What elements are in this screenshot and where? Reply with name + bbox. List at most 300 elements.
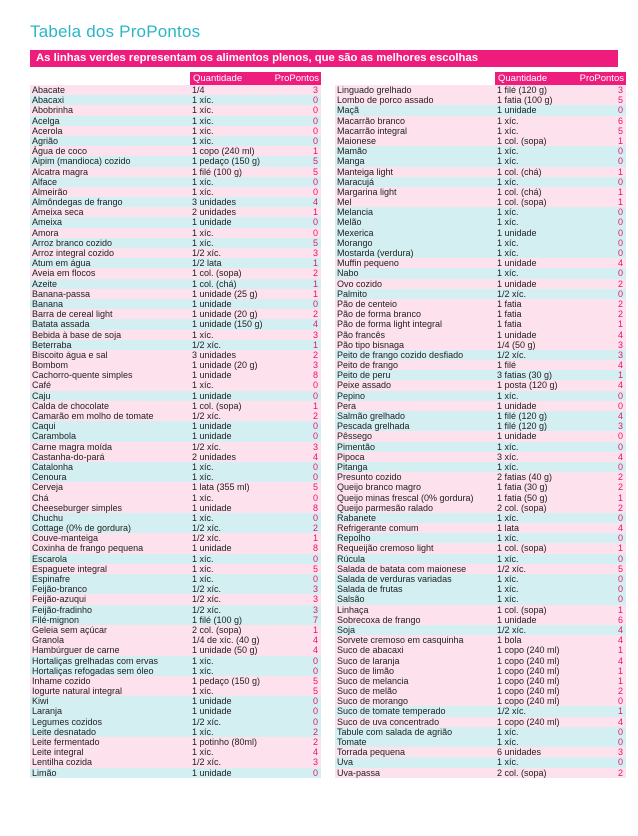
food-points: 2 <box>617 278 623 289</box>
food-name: Cerveja <box>32 482 64 493</box>
food-name: Sorvete cremoso em casquinha <box>337 635 464 646</box>
food-quantity: 1/2 xíc. <box>192 533 222 544</box>
table-row <box>30 696 321 706</box>
food-name: Uva <box>337 757 354 768</box>
table-row <box>335 757 626 767</box>
food-quantity: 1 posta (120 g) <box>497 380 558 391</box>
food-points: 0 <box>617 207 623 218</box>
table-row <box>335 717 626 727</box>
food-points: 0 <box>312 431 318 442</box>
food-points: 0 <box>312 696 318 707</box>
food-points: 5 <box>312 166 318 177</box>
table-row <box>335 554 626 564</box>
food-name: Couve-manteiga <box>32 533 99 544</box>
food-points: 4 <box>312 645 318 656</box>
food-quantity: 1/2 xíc. <box>192 411 222 421</box>
food-name: Azeite <box>32 278 58 289</box>
food-quantity: 1 xíc. <box>497 115 519 126</box>
table-row <box>30 319 321 329</box>
food-points: 2 <box>617 502 623 513</box>
food-points: 3 <box>312 757 318 768</box>
table-row <box>335 268 626 278</box>
food-points: 5 <box>312 675 318 686</box>
food-quantity: 1 xíc. <box>192 125 214 136</box>
food-points: 1 <box>312 624 318 635</box>
food-points: 3 <box>617 85 623 95</box>
food-quantity: 1 filé (120 g) <box>497 411 548 421</box>
food-quantity: 3 xíc. <box>497 451 519 462</box>
food-name: Repolho <box>337 533 371 544</box>
food-points: 0 <box>617 227 623 238</box>
food-quantity: 1 xíc. <box>497 584 519 595</box>
food-points: 4 <box>617 411 623 421</box>
table-row <box>335 391 626 401</box>
food-quantity: 1 xíc. <box>497 461 519 472</box>
food-quantity: 1 copo (240 ml) <box>497 716 560 727</box>
food-name: Mamão <box>337 146 368 157</box>
food-quantity: 1 xíc. <box>497 207 519 218</box>
food-name: Torrada pequena <box>337 747 406 758</box>
food-name: Caqui <box>32 421 56 432</box>
food-quantity: 2 col. (sopa) <box>497 502 547 513</box>
food-points: 0 <box>312 512 318 523</box>
food-points: 0 <box>617 512 623 523</box>
table-row <box>335 207 626 217</box>
food-name: Pimentão <box>337 441 376 452</box>
food-name: Geleia sem açúcar <box>32 624 108 635</box>
food-name: Muffin pequeno <box>337 258 399 269</box>
food-points: 0 <box>617 237 623 248</box>
food-points: 0 <box>617 248 623 258</box>
table-row <box>335 686 626 696</box>
food-points: 0 <box>617 268 623 279</box>
table-row <box>335 126 626 136</box>
table-row <box>30 401 321 411</box>
food-quantity: 1 col. (sopa) <box>497 197 547 208</box>
food-quantity: 1 xíc. <box>497 125 519 136</box>
food-name: Queijo branco magro <box>337 482 422 493</box>
food-name: Pão francês <box>337 329 386 340</box>
table-row <box>335 493 626 503</box>
table-row <box>335 299 626 309</box>
food-points: 0 <box>312 574 318 584</box>
food-points: 0 <box>617 390 623 401</box>
food-points: 0 <box>312 706 318 717</box>
table-row <box>335 279 626 289</box>
food-points: 4 <box>617 635 623 646</box>
food-quantity: 1 fatia (50 g) <box>497 492 548 503</box>
food-points: 0 <box>617 288 623 299</box>
food-quantity: 1 xíc. <box>192 655 214 666</box>
food-points: 3 <box>312 441 318 452</box>
food-name: Nabo <box>337 268 359 279</box>
food-points: 0 <box>312 655 318 666</box>
food-name: Espaguete integral <box>32 563 108 574</box>
food-quantity: 1 filé (100 g) <box>192 166 243 177</box>
food-name: Espinafre <box>32 574 71 584</box>
food-points: 2 <box>312 411 318 421</box>
food-points: 0 <box>312 115 318 126</box>
table-row <box>335 431 626 441</box>
food-name: Mostarda (verdura) <box>337 248 414 258</box>
table-row <box>335 350 626 360</box>
food-quantity: 1 unidade (25 g) <box>192 288 258 299</box>
food-quantity: 1 xíc. <box>192 563 214 574</box>
food-quantity: 1 copo (240 ml) <box>497 675 560 686</box>
table-row <box>30 146 321 156</box>
food-quantity: 1 xíc. <box>497 553 519 564</box>
food-points: 5 <box>312 237 318 248</box>
table-row <box>30 554 321 564</box>
food-points: 1 <box>617 492 623 503</box>
food-quantity: 1 filé <box>497 360 517 371</box>
food-name: Banana <box>32 298 64 309</box>
table-row <box>335 645 626 655</box>
table-row <box>335 442 626 452</box>
left-table-body <box>30 85 321 778</box>
food-name: Maçã <box>337 105 360 116</box>
table-row <box>335 370 626 380</box>
food-quantity: 1 unidade <box>497 258 537 269</box>
food-name: Suco de limão <box>337 665 395 676</box>
food-quantity: 1 xíc. <box>497 594 519 605</box>
food-quantity: 1/4 de xíc. (40 g) <box>192 635 260 646</box>
food-quantity: 1 filé (120 g) <box>497 85 548 95</box>
food-points: 4 <box>617 380 623 391</box>
table-row <box>335 503 626 513</box>
table-row <box>30 727 321 737</box>
food-quantity: 1 xíc. <box>497 156 519 167</box>
food-points: 5 <box>312 156 318 167</box>
food-name: Lombo de porco assado <box>337 95 434 106</box>
table-row <box>30 360 321 370</box>
food-points: 3 <box>312 248 318 258</box>
food-points: 1 <box>617 370 623 381</box>
food-name: Mexerica <box>337 227 374 238</box>
table-row <box>335 258 626 268</box>
food-points: 2 <box>617 309 623 320</box>
food-quantity: 1 xíc. <box>192 115 214 126</box>
food-points: 2 <box>617 767 623 778</box>
food-points: 0 <box>617 400 623 411</box>
table-row <box>30 747 321 757</box>
table-row <box>30 574 321 584</box>
food-name: Atum em água <box>32 258 91 269</box>
food-points: 8 <box>312 502 318 513</box>
table-row <box>335 248 626 258</box>
food-points: 5 <box>312 686 318 697</box>
food-quantity: 1 xíc. <box>192 105 214 116</box>
food-quantity: 1/2 xíc. <box>192 441 222 452</box>
food-quantity: 1 xíc. <box>497 726 519 737</box>
food-points: 3 <box>312 360 318 371</box>
table-row <box>335 513 626 523</box>
food-points: 1 <box>617 706 623 717</box>
food-quantity: 1 xíc. <box>497 176 519 187</box>
food-name: Tabule com salada de agrião <box>337 726 453 737</box>
food-points: 1 <box>617 166 623 177</box>
food-quantity: 3 unidades <box>192 349 237 360</box>
food-points: 0 <box>617 461 623 472</box>
food-name: Abacaxi <box>32 95 65 106</box>
food-quantity: 1 unidade <box>192 502 232 513</box>
table-row <box>335 656 626 666</box>
food-quantity: 2 fatias (40 g) <box>497 472 553 483</box>
food-quantity: 1 unidade <box>192 370 232 381</box>
table-row <box>335 116 626 126</box>
food-points: 0 <box>312 472 318 483</box>
table-row <box>335 533 626 543</box>
table-row <box>335 584 626 594</box>
food-name: Maracujá <box>337 176 375 187</box>
food-points: 3 <box>617 421 623 432</box>
table-row <box>335 340 626 350</box>
table-row <box>30 431 321 441</box>
food-quantity: 1/2 xíc. <box>192 716 222 727</box>
food-points: 4 <box>312 319 318 330</box>
food-name: Abobrinha <box>32 105 74 116</box>
food-points: 3 <box>617 349 623 360</box>
quantity-header: Quantidade <box>190 72 275 85</box>
food-name: Ameixa seca <box>32 207 84 218</box>
food-name: Inhame cozido <box>32 675 91 686</box>
table-row <box>335 625 626 635</box>
food-quantity: 1 lata <box>497 523 520 534</box>
food-name: Peito de peru <box>337 370 391 381</box>
food-name: Beterraba <box>32 339 72 350</box>
food-quantity: 1 xíc. <box>192 237 214 248</box>
food-name: Suco de tomate temperado <box>337 706 446 717</box>
food-name: Suco de morango <box>337 696 409 707</box>
table-row <box>335 156 626 166</box>
food-quantity: 1 col. (sopa) <box>497 543 547 554</box>
food-name: Bebida à base de soja <box>32 329 122 340</box>
food-name: Bombom <box>32 360 69 371</box>
table-row <box>30 543 321 553</box>
food-points: 0 <box>617 105 623 116</box>
table-row <box>30 645 321 655</box>
food-points: 0 <box>617 431 623 442</box>
food-quantity: 2 unidades <box>192 207 237 218</box>
food-name: Água de coco <box>32 146 88 157</box>
food-quantity: 1 fatia <box>497 298 522 309</box>
food-quantity: 1 unidade <box>192 421 232 432</box>
food-name: Pão de centeio <box>337 298 398 309</box>
table-row <box>30 503 321 513</box>
food-name: Peito de frango cozido desfiado <box>337 349 464 360</box>
food-quantity: 1 unidade <box>497 329 537 340</box>
food-points: 0 <box>617 584 623 595</box>
table-row <box>335 635 626 645</box>
food-name: Laranja <box>32 706 63 717</box>
table-row <box>30 757 321 767</box>
table-row <box>30 228 321 238</box>
food-quantity: 2 col. (sopa) <box>497 767 547 778</box>
food-name: Arroz integral cozido <box>32 248 115 258</box>
table-row <box>30 340 321 350</box>
food-quantity: 1/4 <box>192 85 205 95</box>
table-row <box>335 768 626 778</box>
food-points: 0 <box>617 594 623 605</box>
table-row <box>335 401 626 411</box>
food-name: Abacate <box>32 85 66 95</box>
table-row <box>30 411 321 421</box>
food-name: Queijo minas frescal (0% gordura) <box>337 492 474 503</box>
food-points: 2 <box>617 482 623 493</box>
food-quantity: 1 copo (240 ml) <box>497 665 560 676</box>
food-quantity: 1 fatia <box>497 309 522 320</box>
food-points: 1 <box>312 146 318 157</box>
food-quantity: 1 xíc. <box>497 248 519 258</box>
table-row <box>30 533 321 543</box>
right-table-header <box>335 72 626 85</box>
food-points: 3 <box>312 594 318 605</box>
food-name: Melancia <box>337 207 374 218</box>
food-name: Pera <box>337 400 357 411</box>
table-row <box>335 666 626 676</box>
food-points: 2 <box>617 472 623 483</box>
food-points: 4 <box>617 451 623 462</box>
food-quantity: 1 unidade <box>192 390 232 401</box>
table-row <box>335 472 626 482</box>
food-name: Peixe assado <box>337 380 392 391</box>
table-row <box>30 676 321 686</box>
table-row <box>30 116 321 126</box>
table-row <box>335 136 626 146</box>
food-name: Leite fermentado <box>32 737 100 747</box>
table-row <box>30 635 321 645</box>
food-points: 0 <box>312 125 318 136</box>
food-name: Macarrão integral <box>337 125 408 136</box>
food-quantity: 1 unidade <box>497 278 537 289</box>
food-points: 1 <box>312 278 318 289</box>
food-points: 0 <box>617 574 623 584</box>
food-points: 1 <box>617 319 623 330</box>
table-row <box>30 258 321 268</box>
food-points: 0 <box>312 380 318 391</box>
food-quantity: 1 xíc. <box>497 237 519 248</box>
food-name: Salsão <box>337 594 365 605</box>
food-points: 4 <box>617 655 623 666</box>
table-row <box>30 167 321 177</box>
food-quantity: 1 potinho (80ml) <box>192 737 258 747</box>
table-row <box>30 279 321 289</box>
table-row <box>30 217 321 227</box>
table-row <box>30 462 321 472</box>
table-row <box>335 737 626 747</box>
food-name: Caju <box>32 390 51 401</box>
food-name: Rabanete <box>337 512 377 523</box>
food-points: 3 <box>312 584 318 595</box>
food-quantity: 1 xíc. <box>497 512 519 523</box>
food-name: Macarrão branco <box>337 115 406 126</box>
food-points: 0 <box>617 696 623 707</box>
food-quantity: 1 xíc. <box>192 574 214 584</box>
food-points: 2 <box>312 309 318 320</box>
food-name: Castanha-do-pará <box>32 451 105 462</box>
food-points: 0 <box>312 227 318 238</box>
food-name: Almeirão <box>32 186 68 197</box>
food-points: 0 <box>617 737 623 747</box>
food-name: Sobrecoxa de frango <box>337 614 421 625</box>
food-name: Melão <box>337 217 362 228</box>
food-quantity: 1/2 xíc. <box>192 339 222 350</box>
table-row <box>335 727 626 737</box>
food-quantity: 1 unidade <box>497 400 537 411</box>
food-quantity: 1 unidade (20 g) <box>192 309 258 320</box>
food-quantity: 1 filé (100 g) <box>192 614 243 625</box>
food-points: 0 <box>312 186 318 197</box>
table-row <box>30 615 321 625</box>
table-row <box>30 380 321 390</box>
food-points: 0 <box>312 461 318 472</box>
food-name: Legumes cozidos <box>32 716 103 727</box>
food-points: 0 <box>617 533 623 544</box>
food-quantity: 1 col. (sopa) <box>497 604 547 615</box>
food-points: 1 <box>312 533 318 544</box>
food-name: Banana-passa <box>32 288 91 299</box>
food-name: Salada de frutas <box>337 584 403 595</box>
table-row <box>30 625 321 635</box>
food-points: 0 <box>312 553 318 564</box>
food-quantity: 1 fatia <box>497 319 522 330</box>
food-name: Camarão em molho de tomate <box>32 411 154 421</box>
food-quantity: 1 col. (sopa) <box>192 400 242 411</box>
food-points: 1 <box>617 604 623 615</box>
food-quantity: 1 xíc. <box>192 227 214 238</box>
table-row <box>30 717 321 727</box>
food-points: 4 <box>617 523 623 534</box>
table-row <box>30 584 321 594</box>
table-row <box>30 350 321 360</box>
food-points: 0 <box>617 217 623 228</box>
food-name: Café <box>32 380 52 391</box>
food-name: Carne magra moída <box>32 441 113 452</box>
table-row <box>30 605 321 615</box>
food-quantity: 3 fatias (30 g) <box>497 370 553 381</box>
table-row <box>30 737 321 747</box>
food-name: Catalonha <box>32 461 74 472</box>
food-points: 4 <box>617 258 623 269</box>
food-name: Mel <box>337 197 352 208</box>
food-points: 6 <box>617 614 623 625</box>
table-row <box>335 197 626 207</box>
food-points: 5 <box>312 482 318 493</box>
food-quantity: 1/2 xíc. <box>192 584 222 595</box>
food-points: 3 <box>617 747 623 758</box>
food-quantity: 1/2 xíc. <box>497 706 527 717</box>
table-row <box>335 105 626 115</box>
food-quantity: 1 xíc. <box>192 492 214 503</box>
food-quantity: 1 unidade <box>192 767 232 778</box>
table-row <box>30 156 321 166</box>
food-points: 4 <box>312 747 318 758</box>
food-name: Acerola <box>32 125 63 136</box>
food-points: 4 <box>617 716 623 727</box>
food-name: Pão tipo bisnaga <box>337 339 405 350</box>
food-quantity: 3 unidades <box>192 197 237 208</box>
table-row <box>335 319 626 329</box>
food-points: 1 <box>312 400 318 411</box>
table-row <box>335 177 626 187</box>
food-quantity: 2 col. (sopa) <box>192 624 242 635</box>
food-name: Barra de cereal light <box>32 309 113 320</box>
food-points: 2 <box>312 726 318 737</box>
food-name: Palmito <box>337 288 368 299</box>
food-quantity: 1 unidade <box>192 298 232 309</box>
food-quantity: 1 xíc. <box>192 726 214 737</box>
food-quantity: 1 fatia (100 g) <box>497 95 553 106</box>
